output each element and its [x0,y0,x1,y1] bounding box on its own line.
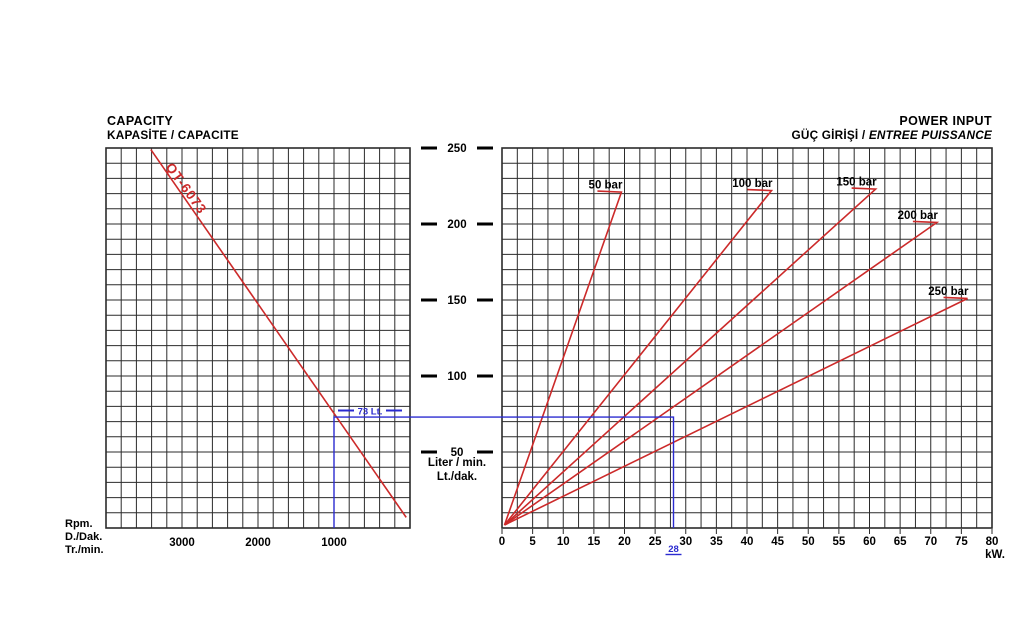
kw-tick-label: 30 [679,536,693,548]
power-input-subtitle-regular: GÜÇ GİRİŞİ / [791,128,869,142]
kw-tick-label: 55 [832,536,846,548]
power-grid [502,148,992,528]
rpm-tick-label: 3000 [169,537,195,549]
capacity-title: CAPACITY [107,114,174,128]
kw-tick-label: 10 [556,536,570,548]
power-series-label-50-bar: 50 bar [588,179,623,192]
flow-tick-dash [477,223,493,226]
kw-tick-label: 50 [801,536,815,548]
power-annotation-label: 28 [668,544,679,555]
annotation-trace-line [334,417,674,528]
kw-tick-label: 15 [587,536,601,548]
capacity-series-label: QT-6073 [162,159,210,217]
capacity-series [151,150,406,518]
kw-tick-label: 70 [924,536,938,548]
flow-unit-label: Liter / min. [427,457,487,469]
flow-tick-label: 200 [447,219,467,231]
flow-tick-label: 150 [447,295,467,307]
flow-annotation-label: 73 Lt. [357,406,383,418]
flow-tick-label: 250 [447,143,467,155]
kw-tick-label: 20 [618,536,631,548]
kw-tick-label: 0 [498,536,506,548]
kw-tick-label: 80 [985,536,999,548]
capacity-grid [106,148,410,528]
flow-tick-dash [477,375,493,378]
rpm-axis-unit-label: D./Dak. [65,531,103,543]
rpm-axis-unit-label: Rpm. [65,518,93,530]
flow-tick-dash [421,299,437,302]
power-series-line-150-bar [505,188,876,525]
kw-unit-label: kW. [985,549,1005,561]
power-series-line-200-bar [505,221,937,525]
flow-tick-label: 50 [450,447,464,459]
rpm-axis [65,518,347,556]
flow-tick-dash [421,451,437,454]
capacity-subtitle: KAPASİTE / CAPACITE [107,128,239,142]
kw-tick-label: 75 [954,536,968,548]
flow-unit-label-alt: Lt./dak. [436,471,478,483]
power-input-subtitle-italic: ENTREE PUISSANCE [868,128,992,142]
kw-tick-label: 45 [771,536,785,548]
kw-tick-label: 60 [863,536,876,548]
flow-tick-dash [477,299,493,302]
annotation-trace [334,407,682,556]
power-series-label-100-bar: 100 bar [732,178,773,191]
power-series-label-250-bar: 250 bar [928,285,969,298]
kw-tick-label: 35 [709,536,723,548]
kw-tick-label: 5 [529,536,536,548]
power-input-title: POWER INPUT [899,114,992,128]
power-series-label-150-bar: 150 bar [836,176,877,189]
rpm-tick-label: 1000 [321,537,347,549]
rpm-axis-unit-label: Tr./min. [65,544,104,556]
power-series-label-200-bar: 200 bar [897,209,938,222]
kw-axis [499,529,1005,561]
flow-tick-dash [477,451,493,454]
flow-tick-dash [421,223,437,226]
flow-tick-dash [421,375,437,378]
rpm-tick-label: 2000 [245,537,271,549]
flow-tick-dash [421,147,437,150]
flow-tick-label: 100 [447,371,467,383]
power-series-line-250-bar [505,297,968,525]
kw-tick-label: 65 [893,536,907,548]
power-series-group [505,177,970,525]
kw-tick-label: 40 [740,536,754,548]
flow-axis [421,143,493,483]
kw-tick-label: 25 [648,536,662,548]
flow-tick-dash [477,147,493,150]
